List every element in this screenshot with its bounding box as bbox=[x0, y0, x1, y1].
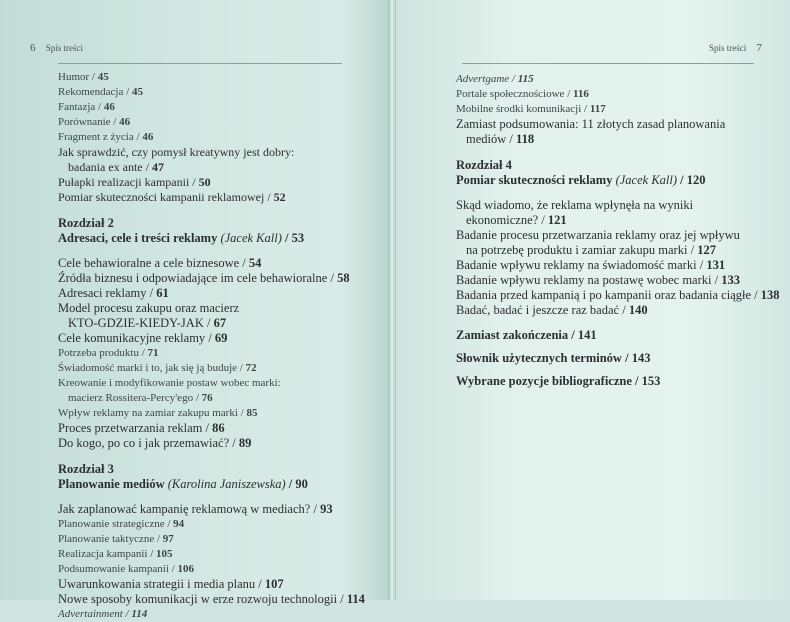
chapter-title-line: Planowanie mediów (Karolina Janiszewska) / 90 bbox=[58, 477, 308, 491]
toc-entry-title: Nowe sposoby komunikacji w erze rozwoju technologii bbox=[58, 592, 338, 606]
right-header-rule bbox=[462, 63, 754, 64]
right-running-head bbox=[709, 42, 762, 54]
chapter-title: Pomiar skuteczności reklamy bbox=[456, 173, 613, 187]
toc-entry-title: Uwarunkowania strategii i media planu bbox=[58, 577, 256, 591]
chapter-label: Rozdział 2 bbox=[58, 216, 114, 230]
toc-entry-page: 114 bbox=[346, 592, 365, 606]
toc-entry: Fantazja / 46 bbox=[58, 101, 115, 113]
toc-entry-title: Advertainment bbox=[58, 608, 123, 620]
chapter-author: (Karolina Janiszewska) bbox=[167, 477, 286, 491]
chapter-heading bbox=[58, 216, 358, 246]
toc-entry-page: 105 bbox=[156, 548, 173, 560]
toc-entry: Badanie wpływu reklamy na świadomość marki / 131 bbox=[456, 258, 726, 272]
toc-entry: Rekomendacja / 45 bbox=[58, 86, 143, 98]
toc-entry-page: 71 bbox=[147, 347, 159, 359]
toc-entry-page: 47 bbox=[151, 160, 164, 174]
toc-entry: Cele komunikacyjne reklamy / 69 bbox=[58, 331, 228, 345]
toc-entry-page: 114 bbox=[131, 608, 148, 620]
toc-entry: Advertainment / 114 bbox=[58, 608, 148, 620]
chapter-heading bbox=[58, 462, 358, 492]
toc-entry: Do kogo, po co i jak przemawiać? / 89 bbox=[58, 436, 252, 450]
chapter-author: (Jacek Kall) bbox=[615, 173, 678, 187]
toc-entry bbox=[456, 198, 776, 213]
toc-entry: Nowe sposoby komunikacji w erze rozwoju technologii / 114 bbox=[58, 592, 365, 606]
toc-entry-page: 46 bbox=[142, 131, 154, 143]
toc-entry-title: Model procesu zakupu oraz macierz bbox=[58, 301, 240, 315]
left-toc bbox=[58, 70, 365, 622]
toc-entry: Podsumowanie kampanii / 106 bbox=[58, 563, 194, 575]
right-toc bbox=[456, 72, 780, 389]
toc-entry-title: Wybrane pozycje bibliograficzne bbox=[456, 374, 632, 388]
toc-entry: Potrzeba produktu / 71 bbox=[58, 347, 159, 359]
toc-entry-page: 141 bbox=[577, 328, 597, 342]
toc-entry-title: Zamiast podsumowania: 11 złotych zasad planowania bbox=[456, 117, 726, 131]
chapter-label: Rozdział 3 bbox=[58, 462, 114, 476]
toc-entry-title: mediów bbox=[466, 132, 507, 146]
toc-entry: Badania przed kampanią i po kampanii oraz badania ciągłe / 138 bbox=[456, 288, 780, 302]
toc-entry: Fragment z życia / 46 bbox=[58, 131, 154, 143]
toc-entry-title: Do kogo, po co i jak przemawiać? bbox=[58, 436, 230, 450]
toc-entry: Planowanie taktyczne / 97 bbox=[58, 533, 174, 545]
toc-entry: na potrzebę produktu i zamiar zakupu marki / 127 bbox=[466, 243, 716, 257]
toc-entry-page: 138 bbox=[760, 288, 780, 302]
toc-entry-title: Mobilne środki komunikacji bbox=[456, 103, 582, 115]
toc-entry-title: Porównanie bbox=[58, 116, 111, 128]
chapter-heading bbox=[456, 158, 776, 188]
toc-entry-page: 118 bbox=[516, 132, 535, 146]
left-header-rule bbox=[58, 63, 342, 64]
toc-entry-title: Pomiar skuteczności kampanii reklamowej bbox=[58, 190, 265, 204]
toc-entry-page: 52 bbox=[273, 190, 286, 204]
toc-entry-title: Fragment z życia bbox=[58, 131, 134, 143]
toc-entry-page: 72 bbox=[245, 362, 257, 374]
toc-entry bbox=[58, 376, 358, 391]
toc-entry: Badać, badać i jeszcze raz badać / 140 bbox=[456, 303, 648, 317]
toc-entry-page: 46 bbox=[119, 116, 131, 128]
toc-entry-title: Kreowanie i modyfikowanie postaw wobec marki: bbox=[58, 377, 281, 389]
chapter-page: 53 bbox=[291, 231, 305, 245]
toc-entry-title: Planowanie taktyczne bbox=[58, 533, 155, 545]
toc-entry-title: Słownik użytecznych terminów bbox=[456, 351, 622, 365]
toc-entry-title: Portale społecznościowe bbox=[456, 88, 565, 100]
toc-entry-title: macierz Rossitera-Percy'ego bbox=[68, 392, 194, 404]
toc-entry bbox=[456, 228, 776, 243]
toc-entry-title: Badanie procesu przetwarzania reklamy oraz jej wpływu bbox=[456, 228, 740, 242]
chapter-page: 90 bbox=[295, 477, 308, 491]
toc-entry: Cele behawioralne a cele biznesowe / 54 bbox=[58, 256, 262, 270]
toc-entry: Uwarunkowania strategii i media planu / 107 bbox=[58, 577, 284, 591]
toc-back-matter-entry: Słownik użytecznych terminów / 143 bbox=[456, 351, 651, 365]
toc-entry-title: Jak sprawdzić, czy pomysł kreatywny jest dobry: bbox=[58, 145, 295, 159]
right-page-number: 7 bbox=[756, 42, 762, 54]
toc-entry: badania ex ante / 47 bbox=[68, 160, 164, 174]
book-gutter bbox=[388, 0, 396, 600]
toc-entry-title: Podsumowanie kampanii bbox=[58, 563, 169, 575]
toc-entry-title: Realizacja kampanii bbox=[58, 548, 148, 560]
toc-entry-title: Advertgame bbox=[456, 73, 510, 85]
toc-entry-page: 116 bbox=[573, 88, 589, 100]
toc-entry-page: 89 bbox=[238, 436, 252, 450]
toc-entry bbox=[456, 117, 776, 132]
chapter-title: Adresaci, cele i treści reklamy bbox=[58, 231, 218, 245]
toc-entry-title: Skąd wiadomo, że reklama wpłynęła na wyniki bbox=[456, 198, 694, 212]
left-running-title: Spis treści bbox=[45, 43, 83, 53]
toc-entry: Advertgame / 115 bbox=[456, 73, 534, 85]
toc-entry-page: 131 bbox=[706, 258, 726, 272]
toc-entry-page: 54 bbox=[248, 256, 262, 270]
chapter-title: Planowanie mediów bbox=[58, 477, 165, 491]
toc-entry: Portale społecznościowe / 116 bbox=[456, 88, 589, 100]
toc-entry: Humor / 45 bbox=[58, 71, 109, 83]
toc-entry-page: 76 bbox=[201, 392, 213, 404]
toc-entry-title: Proces przetwarzania reklam bbox=[58, 421, 203, 435]
chapter-label: Rozdział 4 bbox=[456, 158, 512, 172]
toc-entry-page: 45 bbox=[97, 71, 109, 83]
toc-entry-title: Cele behawioralne a cele biznesowe bbox=[58, 256, 240, 270]
toc-entry-page: 133 bbox=[721, 273, 740, 287]
toc-entry-page: 67 bbox=[213, 316, 227, 330]
toc-entry-page: 153 bbox=[641, 374, 661, 388]
chapter-page: 120 bbox=[686, 173, 706, 187]
toc-entry-title: KTO-GDZIE-KIEDY-JAK bbox=[68, 316, 204, 330]
toc-entry: Realizacja kampanii / 105 bbox=[58, 548, 173, 560]
toc-entry-title: Cele komunikacyjne reklamy bbox=[58, 331, 206, 345]
toc-entry-title: badania ex ante bbox=[68, 160, 143, 174]
toc-entry-title: Fantazja bbox=[58, 101, 96, 113]
toc-entry-page: 143 bbox=[631, 351, 651, 365]
toc-entry-page: 93 bbox=[320, 502, 333, 516]
toc-entry: Porównanie / 46 bbox=[58, 116, 131, 128]
toc-entry: Planowanie strategiczne / 94 bbox=[58, 518, 185, 530]
toc-entry-page: 94 bbox=[173, 518, 185, 530]
toc-entry-page: 61 bbox=[156, 286, 169, 300]
toc-entry-page: 115 bbox=[517, 73, 534, 85]
toc-entry-page: 106 bbox=[177, 563, 194, 575]
left-page-number: 6 bbox=[30, 42, 36, 54]
toc-entry-title: Wpływ reklamy na zamiar zakupu marki bbox=[58, 407, 238, 419]
toc-entry-page: 97 bbox=[162, 533, 174, 545]
left-running-head bbox=[30, 42, 83, 54]
toc-entry-page: 140 bbox=[628, 303, 648, 317]
toc-entry-title: Badania przed kampanią i po kampanii oraz badania ciągłe bbox=[456, 288, 752, 302]
chapter-title-line: Adresaci, cele i treści reklamy (Jacek Kall) / 53 bbox=[58, 231, 305, 245]
toc-back-matter-entry: Zamiast zakończenia / 141 bbox=[456, 328, 597, 342]
toc-entry-page: 121 bbox=[547, 213, 567, 227]
toc-entry: Świadomość marki i to, jak się ją buduje / 72 bbox=[58, 362, 257, 374]
toc-entry-title: Źródła biznesu i odpowiadające im cele behawioralne bbox=[58, 271, 328, 285]
toc-entry-title: na potrzebę produktu i zamiar zakupu marki bbox=[466, 243, 688, 257]
toc-entry: Źródła biznesu i odpowiadające im cele behawioralne / 58 bbox=[58, 271, 350, 285]
toc-entry-page: 69 bbox=[214, 331, 228, 345]
toc-back-matter-entry: Wybrane pozycje bibliograficzne / 153 bbox=[456, 374, 661, 388]
toc-entry-title: Rekomendacja bbox=[58, 86, 124, 98]
toc-entry: Mobilne środki komunikacji / 117 bbox=[456, 103, 606, 115]
toc-entry: Pułapki realizacji kampanii / 50 bbox=[58, 175, 211, 189]
toc-entry-title: Pułapki realizacji kampanii bbox=[58, 175, 190, 189]
toc-entry-page: 45 bbox=[131, 86, 143, 98]
toc-entry-title: Adresaci reklamy bbox=[58, 286, 147, 300]
toc-entry-title: Potrzeba produktu bbox=[58, 347, 139, 359]
toc-entry: Jak zaplanować kampanię reklamową w mediach? / 93 bbox=[58, 502, 333, 516]
toc-entry-title: Badanie wpływu reklamy na świadomość marki bbox=[456, 258, 697, 272]
right-page bbox=[396, 0, 790, 600]
toc-entry: macierz Rossitera-Percy'ego / 76 bbox=[68, 392, 213, 404]
toc-entry-page: 85 bbox=[246, 407, 258, 419]
toc-entry-page: 58 bbox=[337, 271, 350, 285]
toc-entry-page: 50 bbox=[198, 175, 211, 189]
toc-entry-title: Jak zaplanować kampanię reklamową w mediach? bbox=[58, 502, 311, 516]
right-running-title: Spis treści bbox=[709, 43, 747, 53]
toc-entry bbox=[58, 145, 358, 160]
toc-entry-title: Planowanie strategiczne bbox=[58, 518, 165, 530]
toc-entry: Wpływ reklamy na zamiar zakupu marki / 85 bbox=[58, 407, 258, 419]
toc-entry-title: ekonomiczne? bbox=[466, 213, 539, 227]
toc-entry bbox=[58, 301, 358, 316]
toc-entry-page: 127 bbox=[697, 243, 716, 257]
chapter-author: (Jacek Kall) bbox=[220, 231, 282, 245]
toc-entry-page: 107 bbox=[264, 577, 284, 591]
toc-entry: Badanie wpływu reklamy na postawę wobec marki / 133 bbox=[456, 273, 740, 287]
chapter-title-line: Pomiar skuteczności reklamy (Jacek Kall) / 120 bbox=[456, 173, 706, 187]
toc-entry-title: Badać, badać i jeszcze raz badać bbox=[456, 303, 620, 317]
toc-entry: Adresaci reklamy / 61 bbox=[58, 286, 169, 300]
toc-entry-page: 46 bbox=[103, 101, 115, 113]
toc-entry: mediów / 118 bbox=[466, 132, 535, 146]
toc-entry-title: Świadomość marki i to, jak się ją buduje bbox=[58, 362, 238, 374]
toc-entry: Pomiar skuteczności kampanii reklamowej / 52 bbox=[58, 190, 286, 204]
toc-entry: Proces przetwarzania reklam / 86 bbox=[58, 421, 225, 435]
toc-entry-page: 117 bbox=[589, 103, 606, 115]
toc-entry-title: Humor bbox=[58, 71, 90, 83]
toc-entry-title: Zamiast zakończenia bbox=[456, 328, 569, 342]
left-page bbox=[0, 0, 388, 620]
toc-entry: KTO-GDZIE-KIEDY-JAK / 67 bbox=[68, 316, 227, 330]
toc-entry-title: Badanie wpływu reklamy na postawę wobec marki bbox=[456, 273, 712, 287]
toc-entry-page: 86 bbox=[212, 421, 225, 435]
toc-entry: ekonomiczne? / 121 bbox=[466, 213, 567, 227]
